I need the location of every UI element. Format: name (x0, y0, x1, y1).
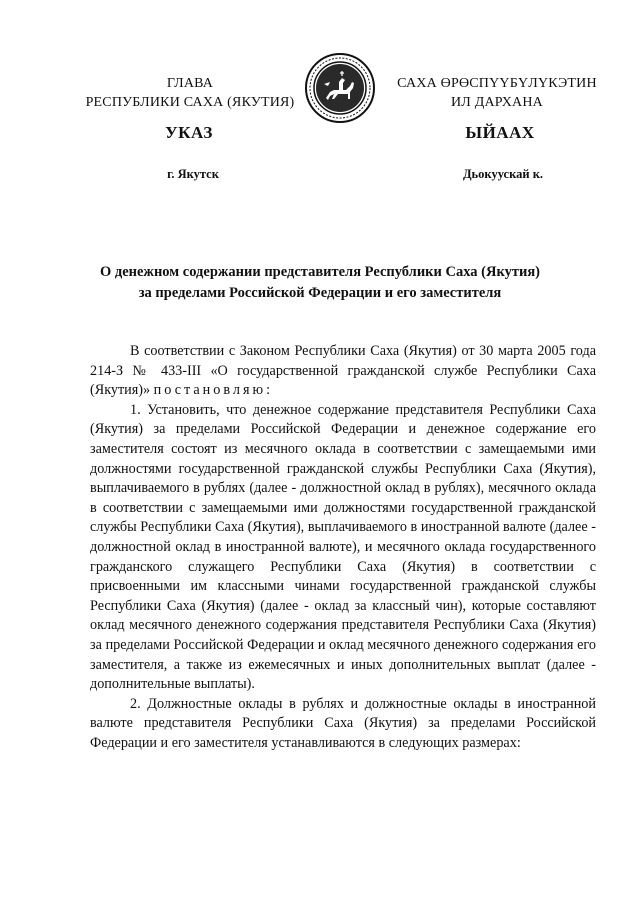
header-left-line1: ГЛАВА (166, 76, 214, 91)
city-left: г. Якутск (167, 167, 219, 181)
doc-type-left: УКАЗ (165, 123, 213, 142)
doc-type-right: ЫЙААХ (465, 123, 535, 142)
title-line2: за пределами Российской Федерации и его заместителя (138, 285, 502, 301)
document-title (60, 262, 580, 304)
header-right-line1: САХА ӨРӨСПҮҮБҮЛҮКЭТИН (397, 76, 597, 91)
title-line1: О денежном содержании представителя Республики Саха (Якутия) (99, 264, 541, 280)
coat-of-arms-icon (304, 52, 376, 124)
document-body (90, 342, 596, 753)
paragraph-preamble (90, 342, 596, 401)
header-right (392, 74, 602, 112)
paragraph-item-1: 1. Установить, что денежное содержание представителя Республики Саха (Якутия) за пределами Российской Федерации и денежное содержание его заместителя состоят из месячного оклада в соответствии с замещаемыми ими должностями государственной гражданской службы Республики Саха (Якутия), выплачиваемого в рублях (далее - должностной оклад в рублях), месячного оклада в соответствии с замещаемыми ими должностями государственной гражданской службы Республики Саха (Якутия), выплачиваемого в иностранной валюте (далее - должностной оклад в иностранной валюте), и месячного оклада государственного гражданского служащего Республики Саха (Якутия) в соответствии с присвоенными им классными чинами государственной гражданской службы Республики Саха (Якутия) (далее - оклад за классный чин), которые составляют оклад месячного денежного содержания представителя Республики Саха (Якутия) за пределами Российской Федерации и оклад месячного денежного содержания его заместителя, а также из ежемесячных и иных дополнительных выплат (далее - дополнительные выплаты). (90, 401, 596, 693)
city-right: Дьокуускай к. (462, 167, 544, 181)
header-right-line2: ИЛ ДАРХАНА (450, 95, 543, 110)
header-left (82, 74, 298, 112)
decree-keyword: постановляю: (153, 382, 274, 399)
preamble-text: В соответствии с Законом Республики Саха (Якутия) от 30 марта 2005 года 214-З № 433-III «О государственной гражданской службе Республики Саха (Якутия)» (90, 343, 596, 399)
paragraph-item-2: 2. Должностные оклады в рублях и должностные оклады в иностранной валюте представителя Республики Саха (Якутия) за пределами Российской Федерации и его заместителя устанавливаются в следующих размерах: (90, 695, 596, 751)
header-left-line2: РЕСПУБЛИКИ САХА (ЯКУТИЯ) (85, 95, 295, 110)
